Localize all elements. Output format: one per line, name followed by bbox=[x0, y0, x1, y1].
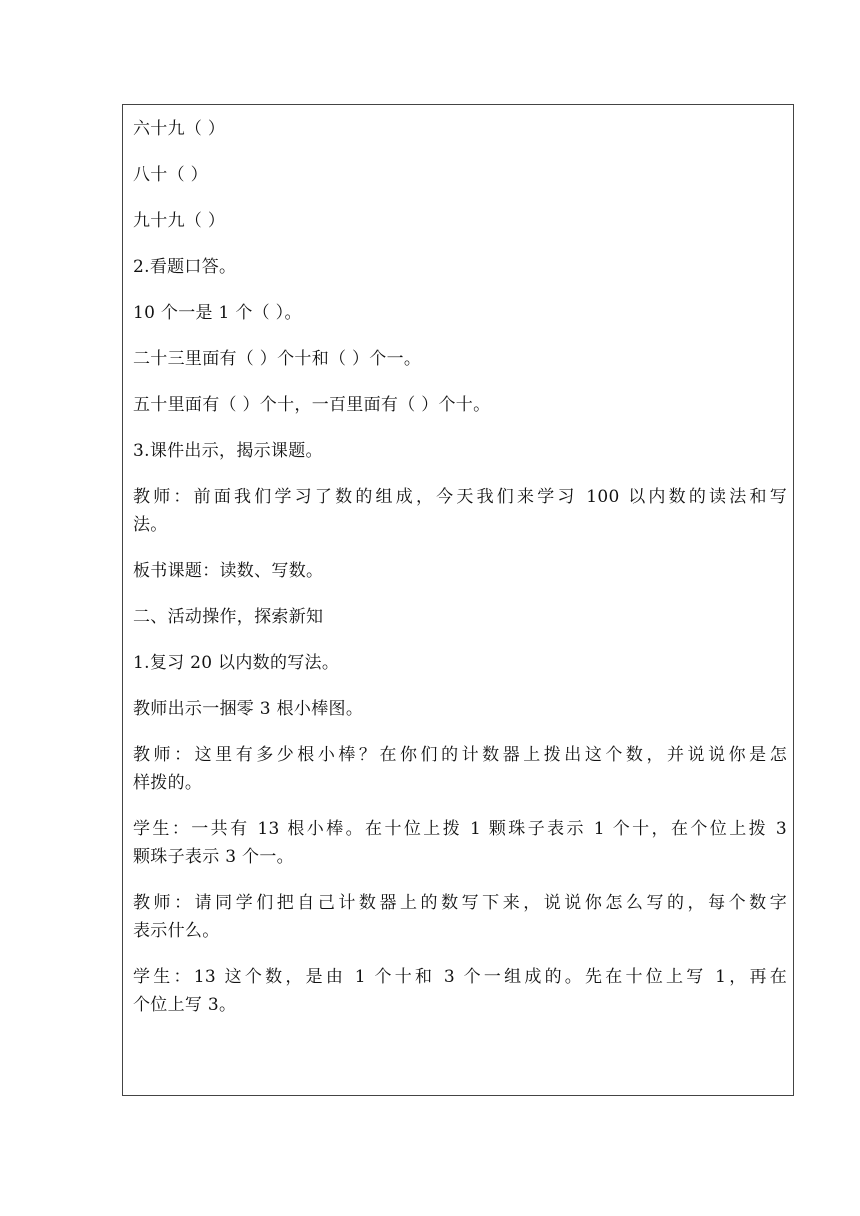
section-heading: 3.课件出示，揭示课题。 bbox=[133, 441, 323, 461]
section-heading: 1.复习 20 以内数的写法。 bbox=[133, 653, 340, 673]
text-line: 六十九（ ） bbox=[133, 119, 226, 139]
text-line: 教师：这里有多少根小棒？在你们的计数器上拨出这个数，并说说你是怎 bbox=[133, 745, 787, 765]
text-line: 九十九（ ） bbox=[133, 211, 226, 231]
text-line: 颗珠子表示 3 个一。 bbox=[133, 847, 294, 867]
text-line: 教师出示一捆零 3 根小棒图。 bbox=[133, 699, 364, 719]
text-line: 个位上写 3。 bbox=[133, 995, 237, 1015]
text-line: 学生：13 这个数，是由 1 个十和 3 个一组成的。先在十位上写 1，再在 bbox=[133, 967, 787, 987]
section-heading: 2.看题口答。 bbox=[133, 257, 237, 277]
lesson-plan-box bbox=[122, 104, 794, 1096]
text-line: 二十三里面有（ ）个十和（ ）个一。 bbox=[133, 349, 422, 369]
text-line: 八十（ ） bbox=[133, 165, 208, 185]
text-line: 五十里面有（ ）个十，一百里面有（ ）个十。 bbox=[133, 395, 491, 415]
text-line: 教师：前面我们学习了数的组成，今天我们来学习 100 以内数的读法和写 bbox=[133, 487, 787, 507]
text-line: 表示什么。 bbox=[133, 921, 220, 941]
text-line: 板书课题：读数、写数。 bbox=[133, 561, 324, 581]
text-line: 10 个一是 1 个（ ）。 bbox=[133, 303, 302, 323]
text-line: 学生：一共有 13 根小棒。在十位上拨 1 颗珠子表示 1 个十，在个位上拨 3 bbox=[133, 819, 787, 839]
section-heading: 二、活动操作，探索新知 bbox=[133, 607, 324, 627]
lesson-text bbox=[133, 117, 787, 1039]
text-line: 样拨的。 bbox=[133, 773, 203, 793]
text-line: 法。 bbox=[133, 515, 168, 535]
text-line: 教师：请同学们把自己计数器上的数写下来，说说你怎么写的，每个数字 bbox=[133, 893, 787, 913]
